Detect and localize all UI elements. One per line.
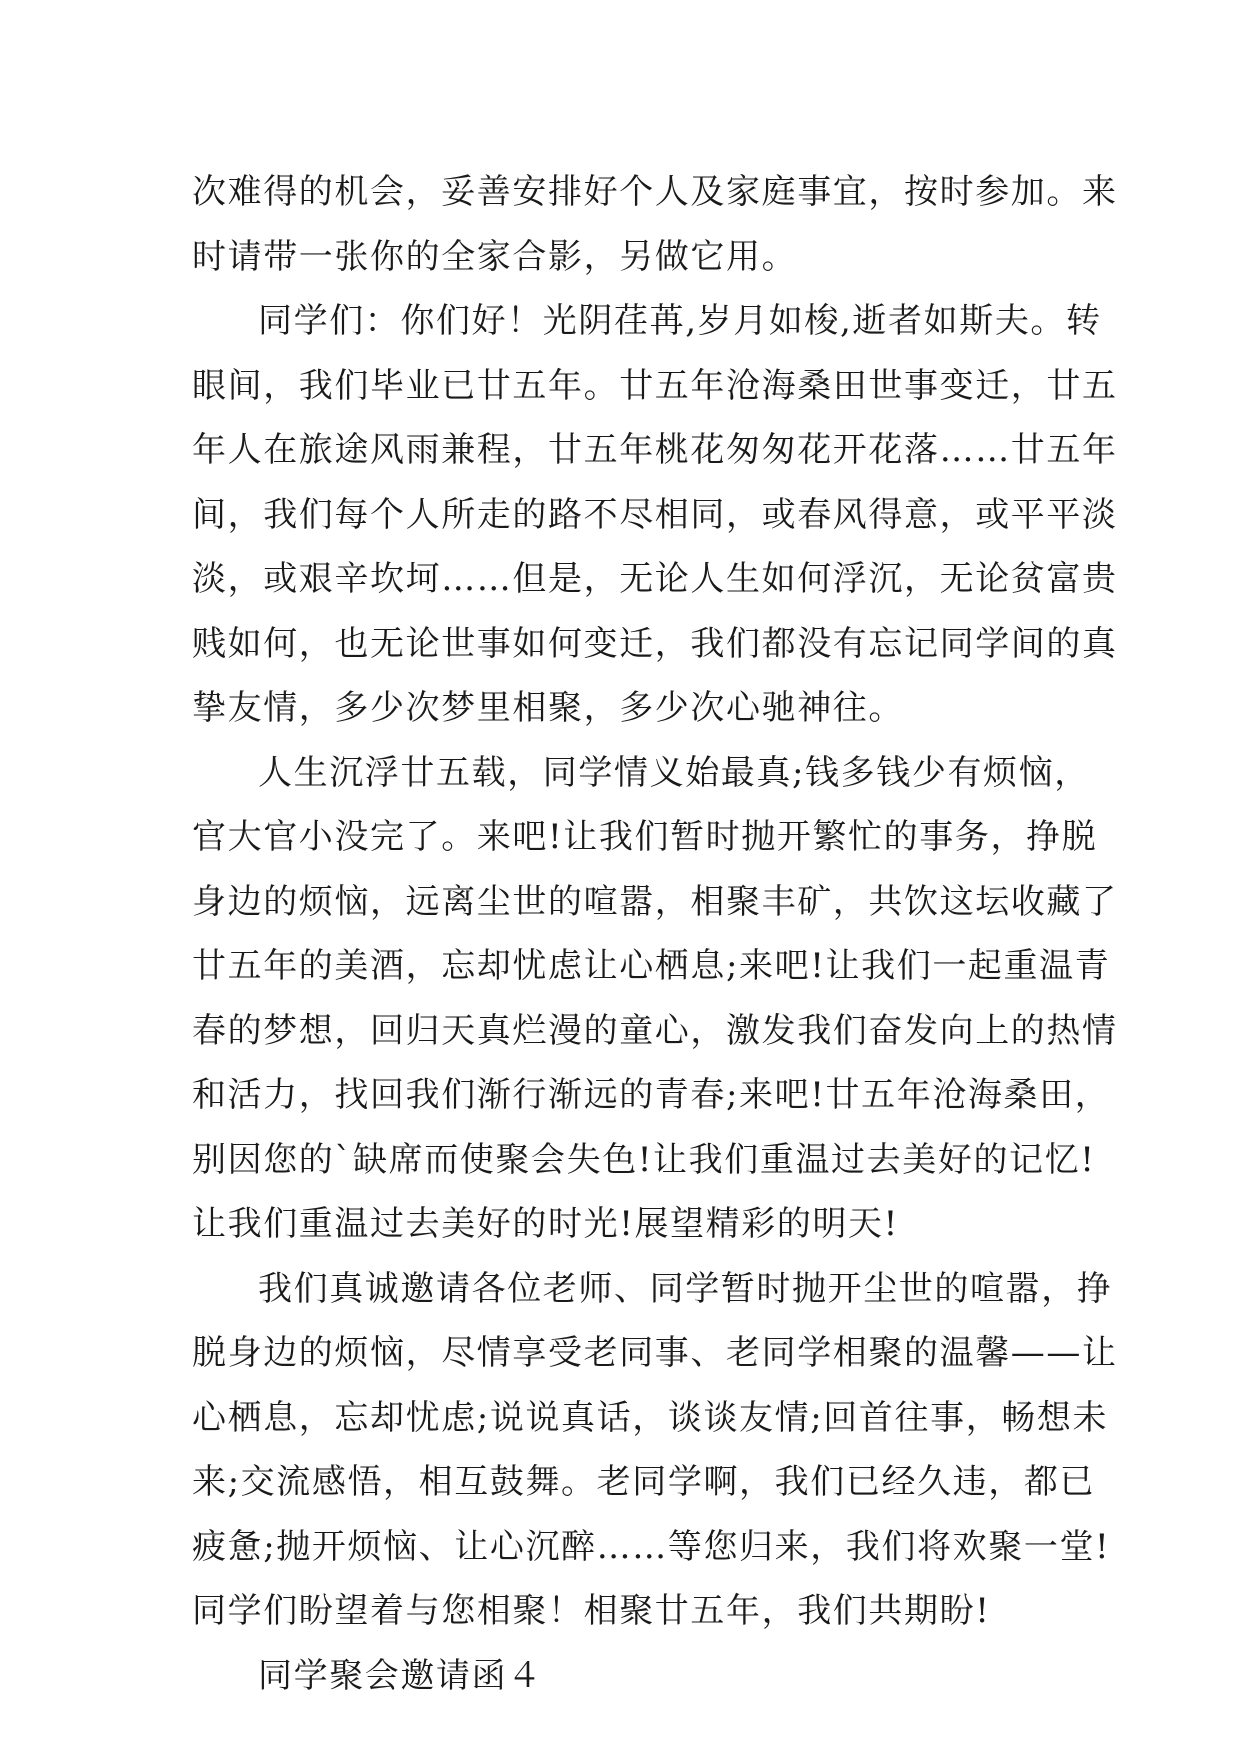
- text-line: 和活力，找回我们渐行渐远的青春;来吧!廿五年沧海桑田，: [192, 1075, 1111, 1115]
- heading-line: 同学聚会邀请函４: [258, 1655, 543, 1696]
- paragraph-2: [192, 289, 1118, 741]
- text-line: 我们真诚邀请各位老师、同学暂时抛开尘世的喧嚣，挣: [258, 1268, 1113, 1309]
- text-line: 疲惫;抛开烦恼、让心沉醉……等您归来，我们将欢聚一堂!: [192, 1526, 1111, 1567]
- paragraph-4: [192, 1257, 1118, 1644]
- text-line: 人生沉浮廿五载，同学情义始最真;钱多钱少有烦恼，: [258, 752, 1090, 793]
- text-line: 身边的烦恼，远离尘世的喧嚣，相聚丰矿，共饮这坛收藏了: [192, 881, 1118, 922]
- text-line: 官大官小没完了。来吧!让我们暂时抛开繁忙的事务，挣脱: [192, 817, 1098, 857]
- section-heading: [192, 1644, 1072, 1709]
- text-line: 挚友情，多少次梦里相聚，多少次心驰神往。: [192, 688, 904, 728]
- text-line: 让我们重温过去美好的时光!展望精彩的明天!: [192, 1204, 899, 1244]
- text-line: 间，我们每个人所走的路不尽相同，或春风得意，或平平淡: [192, 494, 1118, 535]
- text-line: 同学们盼望着与您相聚！相聚廿五年，我们共期盼!: [192, 1591, 991, 1631]
- text-line: 脱身边的烦恼，尽情享受老同事、老同学相聚的温馨——让: [192, 1333, 1118, 1373]
- document-body: [192, 160, 1118, 1708]
- text-line: 时请带一张你的全家合影，另做它用。: [192, 236, 798, 277]
- text-line: 廿五年的美酒，忘却忧虑让心栖息;来吧!让我们一起重温青: [192, 946, 1111, 986]
- text-line: 同学们：你们好！光阴荏苒,岁月如梭,逝者如斯夫。转: [258, 301, 1102, 341]
- text-line: 别因您的`缺席而使聚会失色!让我们重温过去美好的记忆!: [192, 1139, 1096, 1180]
- paragraph-3: [192, 741, 1118, 1257]
- text-line: 贱如何，也无论世事如何变迁，我们都没有忘记同学间的真: [192, 623, 1118, 664]
- text-line: 眼间，我们毕业已廿五年。廿五年沧海桑田世事变迁，廿五: [192, 365, 1118, 406]
- text-line: 心栖息，忘却忧虑;说说真话，谈谈友情;回首往事，畅想未: [192, 1397, 1109, 1438]
- text-line: 次难得的机会，妥善安排好个人及家庭事宜，按时参加。来: [192, 172, 1118, 212]
- text-line: 来;交流感悟，相互鼓舞。老同学啊，我们已经久违，都已: [192, 1462, 1096, 1502]
- paragraph-1: [192, 160, 1118, 289]
- text-line: 淡，或艰辛坎坷……但是，无论人生如何浮沉，无论贫富贵: [192, 559, 1118, 599]
- text-line: 春的梦想，回归天真烂漫的童心，激发我们奋发向上的热情: [192, 1010, 1118, 1051]
- text-line: 年人在旅途风雨兼程，廿五年桃花匆匆花开花落……廿五年: [192, 430, 1118, 470]
